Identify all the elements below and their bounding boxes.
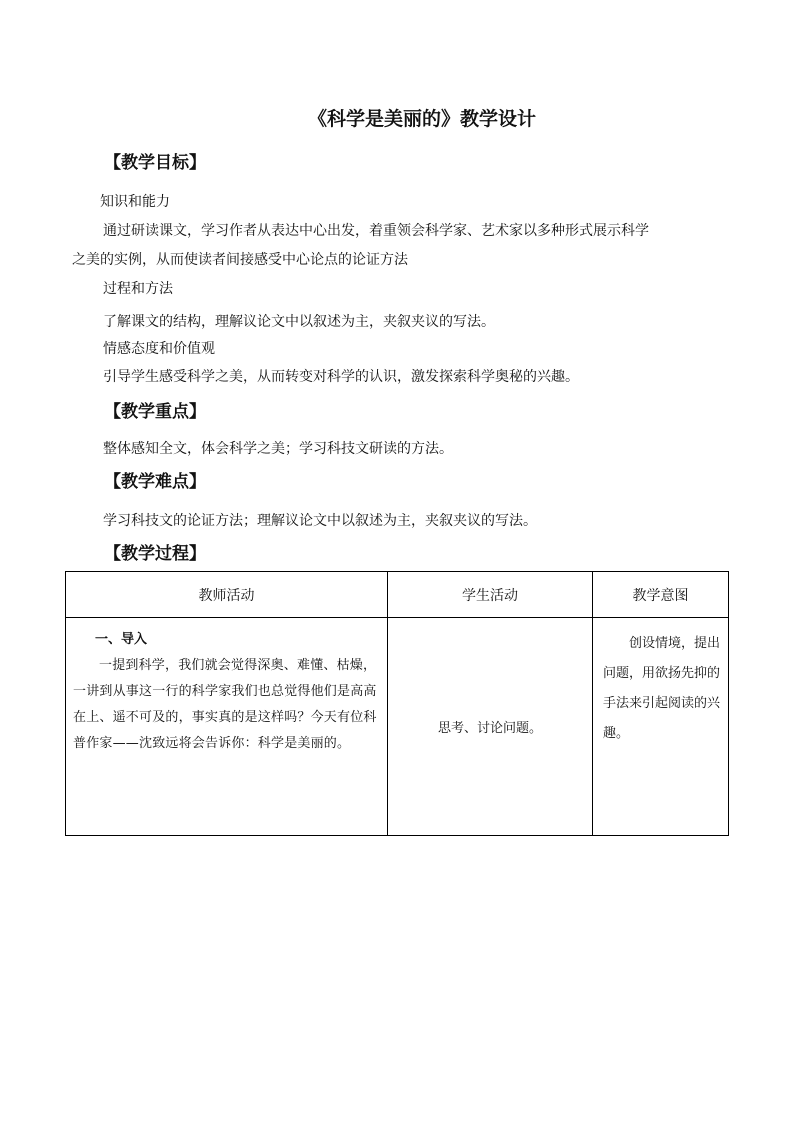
difficulties-heading: 【教学难点】 — [104, 472, 206, 492]
column-header-student: 学生活动 — [388, 572, 593, 618]
knowledge-text-line1: 通过研读课文，学习作者从表达中心出发，着重领会科学家、艺术家以多种形式展示科学 — [103, 223, 649, 239]
emotion-text: 引导学生感受科学之美，从而转变对科学的认识，激发探索科学奥秘的兴趣。 — [103, 369, 579, 385]
knowledge-text-line2: 之美的实例，从而使读者间接感受中心论点的论证方法 — [72, 252, 408, 268]
knowledge-label: 知识和能力 — [100, 194, 170, 210]
process-heading: 【教学过程】 — [104, 544, 206, 564]
column-header-teacher: 教师活动 — [66, 572, 388, 618]
difficulties-text: 学习科技文的论证方法；理解议论文中以叙述为主，夹叙夹议的写法。 — [103, 513, 537, 529]
teaching-intent-cell: 创设情境，提出问题，用欲扬先抑的手法来引起阅读的兴趣。 — [593, 618, 729, 836]
table-row — [66, 618, 729, 836]
document-title: 《科学是美丽的》教学设计 — [307, 108, 536, 130]
objectives-heading: 【教学目标】 — [104, 153, 206, 173]
teaching-process-table — [65, 571, 729, 836]
key-points-text: 整体感知全文，体会科学之美；学习科技文研读的方法。 — [103, 441, 453, 457]
step-title: 一、导入 — [95, 632, 148, 647]
student-activity-cell: 思考、讨论问题。 — [388, 618, 593, 836]
key-points-heading: 【教学重点】 — [104, 402, 206, 422]
table-header-row — [66, 572, 729, 618]
teacher-activity-cell — [66, 618, 388, 836]
emotion-label: 情感态度和价值观 — [103, 341, 215, 357]
column-header-intent: 教学意图 — [593, 572, 729, 618]
process-label: 过程和方法 — [103, 281, 173, 297]
teacher-activity-text: 一提到科学，我们就会觉得深奥、难懂、枯燥，一讲到从事这一行的科学家我们也总觉得他们是高高在上、遥不可及的，事实真的是这样吗？今天有位科普作家——沈致远将会告诉你：科学是美丽的。 — [73, 658, 377, 751]
process-text: 了解课文的结构，理解议论文中以叙述为主，夹叙夹议的写法。 — [103, 314, 495, 330]
